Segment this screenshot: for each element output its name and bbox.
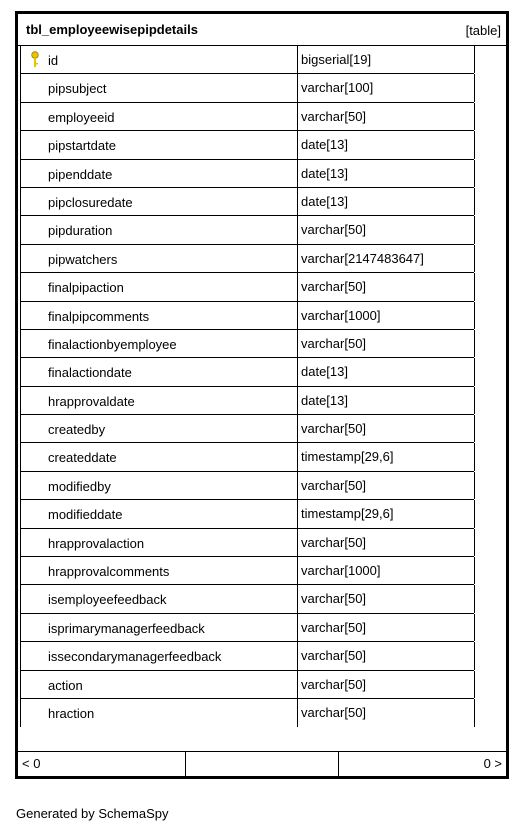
- parents-count: < 0: [22, 756, 41, 771]
- column-row: [20, 529, 474, 557]
- column-name-cell: [20, 74, 298, 101]
- column-name-cell: [20, 160, 298, 187]
- column-type-cell: [298, 557, 475, 584]
- column-name: finalactionbyemployee: [48, 336, 177, 352]
- column-name-cell: [20, 585, 298, 612]
- column-list: [20, 46, 474, 727]
- column-name: id: [48, 53, 59, 68]
- column-type: timestamp[29,6]: [301, 449, 394, 465]
- column-row: [20, 699, 474, 727]
- column-type-cell: [298, 415, 475, 442]
- column-type: bigserial[19]: [301, 52, 372, 67]
- column-type: varchar[1000]: [301, 307, 381, 323]
- column-type: timestamp[29,6]: [301, 506, 394, 522]
- column-type-cell: [298, 74, 475, 101]
- column-name: hrapprovalcomments: [48, 564, 170, 580]
- column-row: [20, 415, 474, 443]
- column-type: varchar[50]: [301, 477, 367, 493]
- column-type-cell: [298, 585, 475, 612]
- column-name: finalactiondate: [48, 365, 132, 381]
- column-row: [20, 642, 474, 670]
- column-row: [20, 443, 474, 471]
- column-type-cell: [298, 529, 475, 556]
- key-icon: [30, 51, 40, 68]
- children-count: 0 >: [483, 756, 502, 771]
- column-name-cell: [20, 671, 298, 698]
- column-type-cell: [298, 216, 475, 243]
- column-name: pipsubject: [48, 81, 107, 97]
- column-name: finalpipaction: [48, 280, 124, 296]
- column-type: varchar[2147483647]: [301, 250, 424, 266]
- column-name-cell: [20, 614, 298, 641]
- column-name: pipenddate: [48, 166, 113, 182]
- column-type-cell: [298, 302, 475, 329]
- column-name: finalpipcomments: [48, 308, 150, 324]
- column-type-cell: [298, 358, 475, 385]
- column-type-cell: [298, 160, 475, 187]
- column-row: [20, 245, 474, 273]
- column-row: [20, 188, 474, 216]
- column-name-cell: [20, 302, 298, 329]
- column-name: isprimarymanagerfeedback: [48, 620, 205, 636]
- column-name-cell: [20, 188, 298, 215]
- column-name-cell: [20, 273, 298, 300]
- column-type: varchar[50]: [301, 279, 367, 295]
- column-type: varchar[50]: [301, 704, 367, 720]
- column-type: varchar[50]: [301, 108, 367, 124]
- column-name: hrapprovaldate: [48, 393, 135, 409]
- column-name-cell: [20, 245, 298, 272]
- column-name: hrapprovalaction: [48, 535, 145, 551]
- column-row: [20, 557, 474, 585]
- column-name: modifiedby: [48, 478, 111, 494]
- column-type-cell: [298, 387, 475, 414]
- column-name-cell: [20, 500, 298, 527]
- column-name-cell: [20, 557, 298, 584]
- column-name: pipwatchers: [48, 251, 118, 267]
- table-footer: [18, 751, 506, 777]
- column-type: date[13]: [301, 193, 348, 209]
- column-type-cell: [298, 614, 475, 641]
- footer-middle-cell: [186, 752, 339, 777]
- column-type: date[13]: [301, 165, 348, 181]
- column-name-cell: [20, 387, 298, 414]
- column-row: [20, 472, 474, 500]
- column-type-cell: [298, 330, 475, 357]
- column-row: [20, 358, 474, 386]
- column-type-cell: [298, 131, 475, 158]
- column-type-cell: [298, 642, 475, 669]
- table-name: tbl_employeewisepipdetails: [26, 22, 198, 37]
- column-type: varchar[50]: [301, 591, 367, 607]
- column-name: employeeid: [48, 109, 115, 125]
- column-name-cell: [20, 330, 298, 357]
- footer-children-cell: [339, 752, 506, 777]
- column-row: [20, 330, 474, 358]
- table-header: [18, 14, 506, 46]
- column-row: [20, 131, 474, 159]
- column-row: [20, 216, 474, 244]
- column-type-cell: [298, 671, 475, 698]
- column-type: varchar[50]: [301, 648, 367, 664]
- column-type-cell: [298, 500, 475, 527]
- column-row: [20, 614, 474, 642]
- table-kind: [table]: [465, 23, 501, 38]
- column-name: hraction: [48, 705, 95, 721]
- column-row: [20, 46, 474, 74]
- column-type-cell: [298, 273, 475, 300]
- column-type: varchar[100]: [301, 80, 374, 96]
- column-name: isemployeefeedback: [48, 592, 167, 608]
- column-row: [20, 387, 474, 415]
- column-name-cell: [20, 103, 298, 130]
- column-row: [20, 585, 474, 613]
- column-row: [20, 160, 474, 188]
- column-row: [20, 302, 474, 330]
- column-name-cell: [20, 529, 298, 556]
- column-name-cell: [20, 46, 298, 73]
- column-type-cell: [298, 188, 475, 215]
- column-type: date[13]: [301, 392, 348, 408]
- column-name: createdby: [48, 422, 106, 438]
- column-name: issecondarymanagerfeedback: [48, 649, 222, 665]
- column-name: pipclosuredate: [48, 194, 133, 210]
- column-name: pipstartdate: [48, 138, 116, 154]
- column-type: varchar[50]: [301, 335, 367, 351]
- column-name-cell: [20, 131, 298, 158]
- column-type: varchar[50]: [301, 222, 367, 238]
- column-row: [20, 500, 474, 528]
- column-name: modifieddate: [48, 507, 123, 523]
- column-type: varchar[1000]: [301, 563, 381, 579]
- column-name-cell: [20, 642, 298, 669]
- column-type-cell: [298, 103, 475, 130]
- column-name: createddate: [48, 450, 117, 466]
- column-row: [20, 74, 474, 102]
- column-type: varchar[50]: [301, 421, 367, 437]
- column-type-cell: [298, 443, 475, 470]
- column-type-cell: [298, 46, 475, 73]
- column-name-cell: [20, 443, 298, 470]
- column-type: date[13]: [301, 137, 348, 153]
- footer-parents-cell: [18, 752, 186, 777]
- column-type: date[13]: [301, 364, 348, 380]
- column-type: varchar[50]: [301, 534, 367, 550]
- column-type-cell: [298, 245, 475, 272]
- column-name: pipduration: [48, 223, 113, 239]
- generated-by-text: Generated by SchemaSpy: [16, 806, 169, 821]
- column-name: action: [48, 677, 83, 693]
- column-row: [20, 273, 474, 301]
- column-name-cell: [20, 472, 298, 499]
- column-name-cell: [20, 358, 298, 385]
- column-type: varchar[50]: [301, 619, 367, 635]
- column-name-cell: [20, 216, 298, 243]
- column-type-cell: [298, 472, 475, 499]
- column-type: varchar[50]: [301, 676, 367, 692]
- column-name-cell: [20, 699, 298, 727]
- column-row: [20, 103, 474, 131]
- column-type-cell: [298, 699, 475, 727]
- table-box: [15, 11, 509, 779]
- column-name-cell: [20, 415, 298, 442]
- column-row: [20, 671, 474, 699]
